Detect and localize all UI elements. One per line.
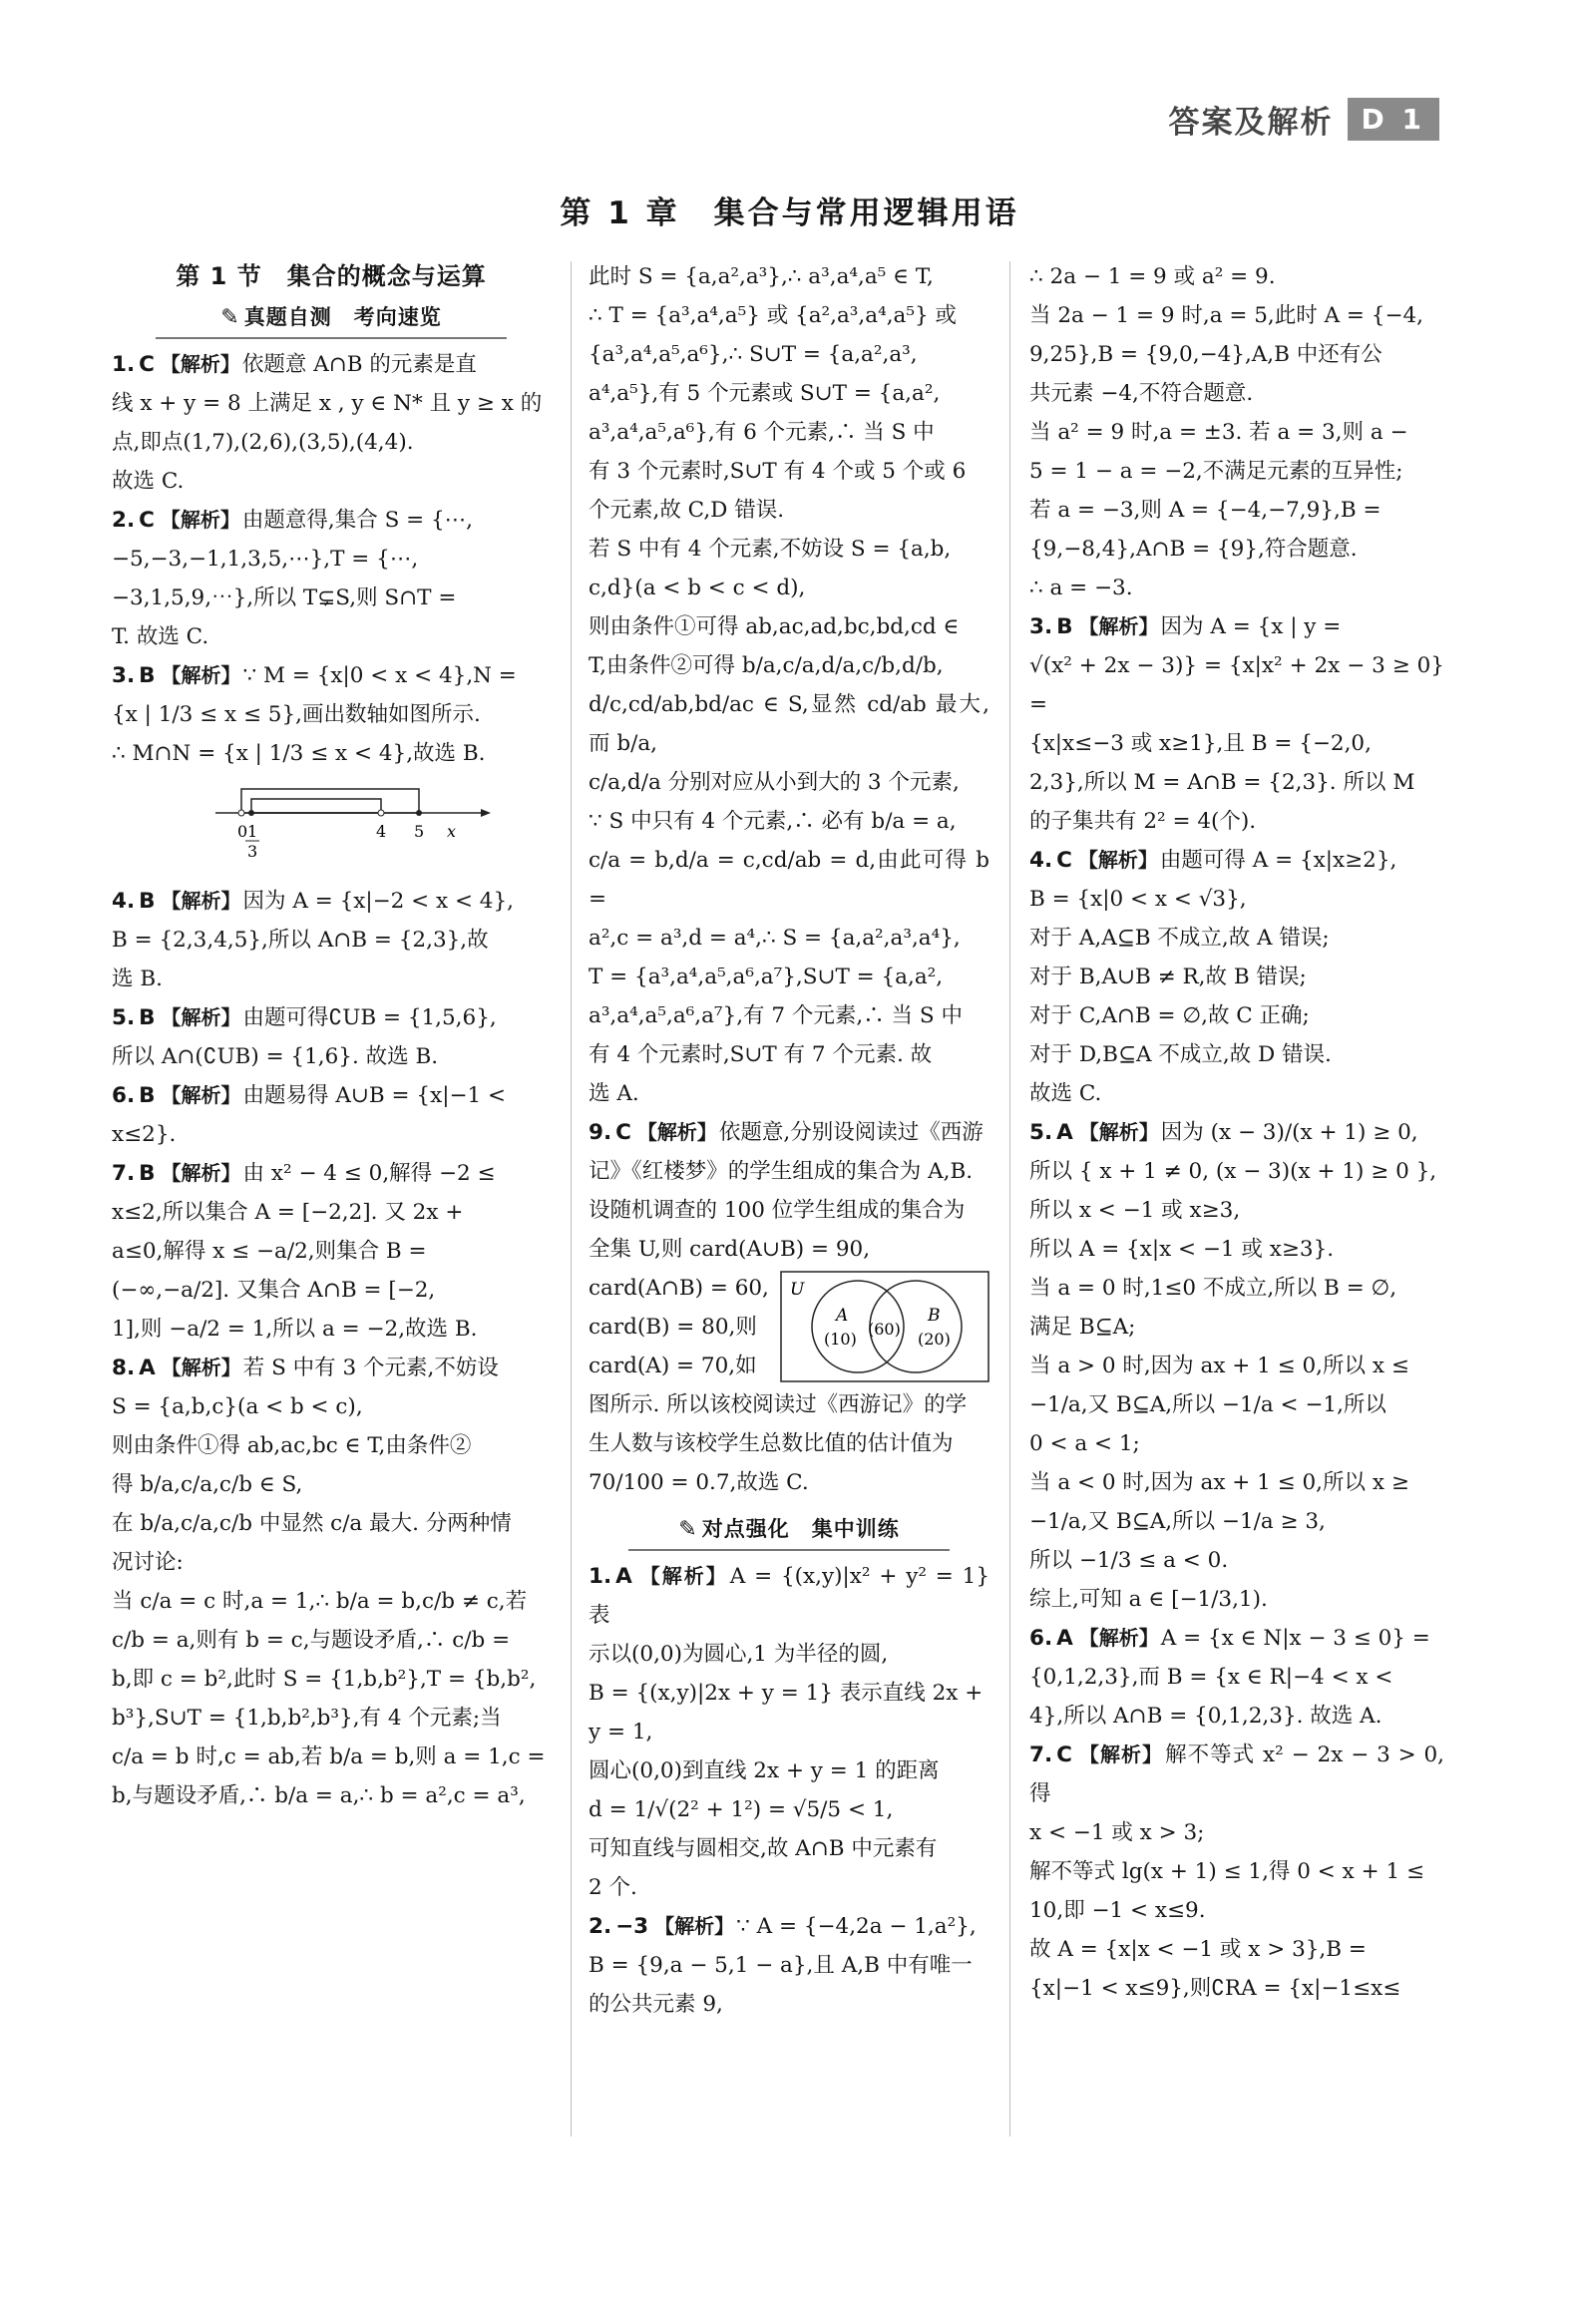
text-line: card(A∩B) = 60, bbox=[589, 1276, 769, 1301]
venn-both: (60) bbox=[868, 1320, 901, 1339]
item-number: 6. bbox=[1029, 1626, 1053, 1651]
venn-b-only: (20) bbox=[918, 1330, 951, 1349]
analysis-tag: 【解析】 bbox=[161, 1356, 241, 1379]
text-line: {x|−1 < x≤9},则∁RA = {x|−1≤x≤ bbox=[1029, 1976, 1401, 2001]
text-line: 得 b/a,c/a,c/b ∈ S, bbox=[112, 1472, 303, 1497]
tick-label-4: 4 bbox=[376, 822, 387, 841]
open-dot bbox=[378, 810, 384, 816]
text-line: 依题意,分别设阅读过《西游 bbox=[718, 1120, 984, 1145]
text-line: {9,−8,4},A∩B = {9},符合题意. bbox=[1029, 537, 1358, 562]
text-line: a⁴,a⁵},有 5 个元素或 S∪T = {a,a², bbox=[589, 381, 941, 406]
text-line: 由 x² − 4 ≤ 0,解得 −2 ≤ bbox=[242, 1161, 496, 1186]
text-line: 当 a = 0 时,1≤0 不成立,所以 B = ∅, bbox=[1029, 1276, 1397, 1301]
text-line: A = {x ∈ N|x − 3 ≤ 0} = bbox=[1160, 1626, 1430, 1651]
pen-icon: ✎ bbox=[220, 305, 240, 330]
item-number: 6. bbox=[112, 1083, 136, 1108]
item-number: 2. bbox=[589, 1914, 612, 1939]
analysis-tag: 【解析】 bbox=[161, 889, 241, 913]
closed-dot bbox=[416, 810, 422, 816]
closed-dot bbox=[248, 810, 254, 816]
practice-item-2-continued bbox=[1029, 257, 1444, 607]
item-number: 8. bbox=[112, 1356, 136, 1380]
analysis-tag: 【解析】 bbox=[1078, 1626, 1159, 1650]
analysis-tag: 【解析】 bbox=[637, 1564, 728, 1588]
text-line: {x | 1/3 ≤ x ≤ 5},画出数轴如图所示. bbox=[112, 702, 481, 727]
analysis-tag: 【解析】 bbox=[1077, 1743, 1164, 1766]
text-line: c/a,d/a 分别对应从小到大的 3 个元素, bbox=[589, 770, 960, 795]
number-line-figure bbox=[112, 779, 551, 874]
text-line: 由题可得 A = {x|x≥2}, bbox=[1159, 848, 1397, 873]
practice-item-7 bbox=[1029, 1736, 1444, 2008]
practice-item-5 bbox=[1029, 1113, 1444, 1619]
text-line: ∵ S 中只有 4 个元素,∴ 必有 b/a = a, bbox=[589, 809, 957, 834]
chapter-title: 第 1 章 集合与常用逻辑用语 bbox=[560, 195, 1019, 231]
analysis-tag: 【解析】 bbox=[161, 1005, 241, 1029]
text-line: 圆心(0,0)到直线 2x + y = 1 的距离 bbox=[589, 1758, 940, 1783]
text-line: 2 个. bbox=[589, 1875, 637, 1900]
venn-label-b: B bbox=[928, 1306, 941, 1326]
answer-choice: A bbox=[1056, 1120, 1073, 1145]
text-line: B = {x|0 < x < √3}, bbox=[1029, 887, 1247, 912]
text-line: 当 a > 0 时,因为 ax + 1 ≤ 0,所以 x ≤ bbox=[1029, 1354, 1409, 1378]
text-line: 4},所以 A∩B = {0,1,2,3}. 故选 A. bbox=[1029, 1704, 1382, 1729]
text-line: x < −1 或 x > 3; bbox=[1029, 1820, 1205, 1845]
column-left bbox=[112, 257, 551, 2152]
text-line: card(A) = 70,如 bbox=[589, 1354, 757, 1378]
open-dot bbox=[238, 810, 244, 816]
answer-choice: B bbox=[139, 1161, 156, 1186]
text-line: 由题意得,集合 S = {⋯, bbox=[241, 508, 474, 533]
text-line: 所以 A = {x|x < −1 或 x≥3}. bbox=[1029, 1237, 1335, 1262]
set-m-bracket bbox=[251, 799, 381, 813]
text-line: 10,即 −1 < x≤9. bbox=[1029, 1898, 1206, 1923]
text-line: card(B) = 80,则 bbox=[589, 1315, 757, 1340]
answer-item-6 bbox=[112, 1076, 551, 1154]
answer-item-9 bbox=[589, 1113, 989, 1502]
answer-choice: C bbox=[1056, 1743, 1072, 1767]
text-line: 记》《红楼梦》的学生组成的集合为 A,B. bbox=[589, 1159, 974, 1184]
venn-label-u: U bbox=[790, 1280, 805, 1300]
page-badge: D 1 bbox=[1348, 98, 1439, 141]
text-line: B = {(x,y)|2x + y = 1} 表示直线 2x + bbox=[589, 1681, 984, 1706]
text-line: 依题意 A∩B 的元素是直 bbox=[241, 352, 477, 377]
text-line: 设随机调查的 100 位学生组成的集合为 bbox=[589, 1198, 966, 1223]
text-line: 有 3 个元素时,S∪T 有 4 个或 5 个或 6 bbox=[589, 459, 967, 484]
answer-choice: B bbox=[139, 1083, 156, 1108]
practice-item-4 bbox=[1029, 841, 1444, 1113]
banner-label: 真题自测 考向速览 bbox=[243, 305, 442, 329]
text-line: 70/100 = 0.7,故选 C. bbox=[589, 1470, 809, 1495]
tick-label-1: 1 bbox=[247, 822, 258, 841]
analysis-tag: 【解析】 bbox=[654, 1914, 735, 1938]
text-line: d/c,cd/ab,bd/ac ∈ S,显然 cd/ab 最大,而 b/a, bbox=[589, 692, 989, 756]
text-line: ∴ 2a − 1 = 9 或 a² = 9. bbox=[1029, 264, 1276, 289]
text-line: 故选 C. bbox=[1029, 1081, 1102, 1106]
text-line: c/a = b,d/a = c,cd/ab = d,由此可得 b = bbox=[589, 848, 989, 912]
analysis-tag: 【解析】 bbox=[1078, 614, 1159, 638]
text-line: 的子集共有 2² = 4(个). bbox=[1029, 809, 1257, 834]
analysis-tag: 【解析】 bbox=[160, 352, 240, 376]
tick-label-0: 0 bbox=[237, 822, 248, 841]
text-line: d = 1/√(2² + 1²) = √5/5 < 1, bbox=[589, 1797, 894, 1822]
banner-label: 对点强化 集中训练 bbox=[701, 1517, 900, 1541]
text-line: 因为 A = {x|−2 < x < 4}, bbox=[242, 889, 515, 914]
text-line: 由题可得∁UB = {1,5,6}, bbox=[242, 1005, 497, 1030]
text-line: B = {2,3,4,5},所以 A∩B = {2,3},故 bbox=[112, 928, 489, 953]
text-line: 有 4 个元素时,S∪T 有 7 个元素. 故 bbox=[589, 1042, 933, 1067]
text-line: S = {a,b,c}(a < b < c), bbox=[112, 1394, 363, 1419]
answer-item-7 bbox=[112, 1154, 551, 1349]
text-line: −5,−3,−1,1,3,5,⋯},T = {⋯, bbox=[112, 547, 419, 572]
item-number: 4. bbox=[1029, 848, 1053, 873]
practice-item-1 bbox=[589, 1557, 989, 1907]
analysis-tag: 【解析】 bbox=[161, 1083, 241, 1107]
text-line: 所以 −1/3 ≤ a < 0. bbox=[1029, 1548, 1229, 1573]
text-line: 在 b/a,c/a,c/b 中显然 c/a 最大. 分两种情 bbox=[112, 1511, 512, 1536]
item-number: 5. bbox=[112, 1005, 136, 1030]
text-line: 可知直线与圆相交,故 A∩B 中元素有 bbox=[589, 1836, 938, 1861]
text-line: T,由条件②可得 b/a,c/a,d/a,c/b,d/b, bbox=[589, 653, 944, 678]
text-line: ∵ M = {x|0 < x < 4},N = bbox=[242, 663, 517, 688]
text-line: 0 < a < 1; bbox=[1029, 1431, 1140, 1456]
text-line: 1],则 −a/2 = 1,所以 a = −2,故选 B. bbox=[112, 1317, 478, 1342]
text-line: 的公共元素 9, bbox=[589, 1992, 723, 2017]
venn-a-only: (10) bbox=[824, 1330, 857, 1349]
item-number: 2. bbox=[112, 508, 136, 533]
answer-choice: A bbox=[615, 1564, 632, 1589]
item-number: 7. bbox=[1029, 1743, 1053, 1767]
answer-choice: A bbox=[139, 1356, 156, 1380]
text-line: a²,c = a³,d = a⁴,∴ S = {a,a²,a³,a⁴}, bbox=[589, 926, 961, 951]
axis-variable: x bbox=[447, 822, 457, 841]
text-line: 若 S 中有 4 个元素,不妨设 S = {a,b, bbox=[589, 537, 952, 562]
answer-choice: C bbox=[139, 508, 155, 533]
text-line: 满足 B⊆A; bbox=[1029, 1315, 1136, 1340]
text-line: a≤0,解得 x ≤ −a/2,则集合 B = bbox=[112, 1239, 427, 1264]
text-line: 9,25},B = {9,0,−4},A,B 中还有公 bbox=[1029, 342, 1382, 367]
text-line: T. 故选 C. bbox=[112, 624, 209, 649]
arrow-icon bbox=[481, 809, 491, 817]
section-banner bbox=[628, 1510, 950, 1551]
text-line: 当 a² = 9 时,a = ±3. 若 a = 3,则 a − bbox=[1029, 420, 1408, 445]
text-line: 线 x + y = 8 上满足 x , y ∈ N* 且 y ≥ x 的 bbox=[112, 391, 543, 416]
answer-item-2 bbox=[112, 501, 551, 656]
text-line: 个元素,故 C,D 错误. bbox=[589, 498, 785, 523]
page-header bbox=[1169, 92, 1439, 146]
text-line: 生人数与该校学生总数比值的估计值为 bbox=[589, 1431, 954, 1456]
text-line: −1/a,又 B⊆A,所以 −1/a < −1,所以 bbox=[1029, 1392, 1386, 1417]
text-line: 故选 C. bbox=[112, 469, 185, 494]
item-number: 3. bbox=[112, 663, 136, 688]
answer-choice: C bbox=[1056, 848, 1072, 873]
text-line: −3,1,5,9,⋯},所以 T⊊S,则 S∩T = bbox=[112, 585, 457, 610]
text-line: ∴ a = −3. bbox=[1029, 576, 1133, 600]
set-n-bracket bbox=[241, 789, 419, 813]
text-line: 示以(0,0)为圆心,1 为半径的圆, bbox=[589, 1642, 889, 1667]
text-line: {a³,a⁴,a⁵,a⁶},∴ S∪T = {a,a²,a³, bbox=[589, 342, 918, 367]
text-line: c,d}(a < b < c < d), bbox=[589, 576, 806, 600]
text-line: x≤2,所以集合 A = [−2,2]. 又 2x + bbox=[112, 1200, 464, 1225]
item-number: 3. bbox=[1029, 614, 1053, 639]
text-line: c/a = b 时,c = ab,若 b/a = b,则 a = 1,c = bbox=[112, 1744, 546, 1769]
text-line: 当 c/a = c 时,a = 1,∴ b/a = b,c/b ≠ c,若 bbox=[112, 1589, 528, 1614]
text-line: 选 A. bbox=[589, 1081, 639, 1106]
text-line: 由题易得 A∪B = {x|−1 < bbox=[242, 1083, 506, 1108]
practice-item-2 bbox=[589, 1907, 989, 2024]
tick-label-5: 5 bbox=[414, 822, 425, 841]
answer-choice: B bbox=[139, 889, 156, 914]
text-line: 解不等式 lg(x + 1) ≤ 1,得 0 < x + 1 ≤ bbox=[1029, 1859, 1424, 1884]
text-line: 对于 C,A∩B = ∅,故 C 正确; bbox=[1029, 1003, 1310, 1028]
text-line: 2,3},所以 M = A∩B = {2,3}. 所以 M bbox=[1029, 770, 1415, 795]
text-line: 则由条件①得 ab,ac,bc ∈ T,由条件② bbox=[112, 1433, 472, 1458]
column-right bbox=[1029, 257, 1444, 2152]
text-line: y = 1, bbox=[589, 1720, 653, 1744]
text-line: 所以 { x + 1 ≠ 0, (x − 3)(x + 1) ≥ 0 }, bbox=[1029, 1159, 1437, 1184]
item-number: 7. bbox=[112, 1161, 136, 1186]
text-line: 因为 (x − 3)/(x + 1) ≥ 0, bbox=[1160, 1120, 1418, 1145]
text-line: b³},S∪T = {1,b,b²,b³},有 4 个元素;当 bbox=[112, 1706, 502, 1731]
text-line: ∴ M∩N = {x | 1/3 ≤ x < 4},故选 B. bbox=[112, 741, 486, 766]
text-line: ∴ T = {a³,a⁴,a⁵} 或 {a²,a³,a⁴,a⁵} 或 bbox=[589, 303, 957, 328]
text-line: 况讨论: bbox=[112, 1550, 184, 1575]
text-line: c/b = a,则有 b = c,与题设矛盾,∴ c/b = bbox=[112, 1628, 511, 1653]
analysis-tag: 【解析】 bbox=[160, 508, 240, 532]
item-number: 5. bbox=[1029, 1120, 1053, 1145]
text-line: ∵ A = {−4,2a − 1,a²}, bbox=[736, 1914, 977, 1939]
item-number: 1. bbox=[589, 1564, 612, 1589]
text-line: −1/a,又 B⊆A,所以 −1/a ≥ 3, bbox=[1029, 1509, 1326, 1534]
text-line: {x|x≤−3 或 x≥1},且 B = {−2,0, bbox=[1029, 731, 1372, 756]
text-line: 解不等式 x² − 2x − 3 > 0,得 bbox=[1029, 1743, 1445, 1806]
text-line: 对于 B,A∪B ≠ R,故 B 错误; bbox=[1029, 965, 1307, 989]
text-line: 点,即点(1,7),(2,6),(3,5),(4,4). bbox=[112, 430, 414, 455]
column-divider bbox=[571, 261, 572, 2136]
text-line: (−∞,−a/2]. 又集合 A∩B = [−2, bbox=[112, 1278, 436, 1303]
answer-choice: B bbox=[139, 663, 156, 688]
item-number: 4. bbox=[112, 889, 136, 914]
analysis-tag: 【解析】 bbox=[1078, 1120, 1159, 1144]
column-middle bbox=[589, 257, 989, 2152]
section-banner bbox=[156, 298, 507, 339]
analysis-tag: 【解析】 bbox=[161, 1161, 241, 1185]
text-line: b,即 c = b²,此时 S = {1,b,b²},T = {b,b², bbox=[112, 1667, 537, 1692]
answer-choice: B bbox=[1056, 614, 1073, 639]
text-line: 故 A = {x|x < −1 或 x > 3},B = bbox=[1029, 1937, 1367, 1962]
text-line: √(x² + 2x − 3)} = {x|x² + 2x − 3 ≥ 0} = bbox=[1029, 653, 1444, 717]
text-line: a³,a⁴,a⁵,a⁶,a⁷},有 7 个元素,∴ 当 S 中 bbox=[589, 1003, 963, 1028]
text-line: 若 a = −3,则 A = {−4,−7,9},B = bbox=[1029, 498, 1382, 523]
text-line: 当 a < 0 时,因为 ax + 1 ≤ 0,所以 x ≥ bbox=[1029, 1470, 1409, 1495]
section-title: 第 1 节 集合的概念与运算 bbox=[176, 262, 487, 290]
answer-choice: C bbox=[139, 352, 155, 377]
text-line: x≤2}. bbox=[112, 1122, 177, 1147]
text-line: 图所示. 所以该校阅读过《西游记》的学 bbox=[589, 1392, 968, 1417]
item-number: 1. bbox=[112, 352, 136, 377]
analysis-tag: 【解析】 bbox=[636, 1120, 717, 1144]
text-line: a³,a⁴,a⁵,a⁶},有 6 个元素,∴ 当 S 中 bbox=[589, 420, 935, 445]
answer-item-4 bbox=[112, 882, 551, 998]
answer-item-5 bbox=[112, 998, 551, 1076]
analysis-tag: 【解析】 bbox=[161, 663, 241, 687]
text-line: 所以 A∩(∁UB) = {1,6}. 故选 B. bbox=[112, 1044, 439, 1069]
header-title: 答案及解析 bbox=[1168, 104, 1334, 141]
text-line: 综上,可知 a ∈ [−1/3,1). bbox=[1029, 1587, 1268, 1612]
answer-item-8-continued bbox=[589, 257, 989, 1113]
answer-item-8 bbox=[112, 1349, 551, 1815]
answer-choice: B bbox=[139, 1005, 156, 1030]
practice-item-3 bbox=[1029, 607, 1444, 841]
text-line: 若 S 中有 3 个元素,不妨设 bbox=[242, 1356, 499, 1380]
text-line: 因为 A = {x | y = bbox=[1160, 614, 1342, 639]
text-line: 选 B. bbox=[112, 967, 163, 991]
text-line: 全集 U,则 card(A∪B) = 90, bbox=[589, 1237, 871, 1262]
item-number: 9. bbox=[589, 1120, 612, 1145]
text-line: 此时 S = {a,a²,a³},∴ a³,a⁴,a⁵ ∈ T, bbox=[589, 264, 934, 289]
venn-label-a: A bbox=[836, 1306, 849, 1326]
text-line: 对于 A,A⊆B 不成立,故 A 错误; bbox=[1029, 926, 1330, 951]
column-divider bbox=[1009, 261, 1010, 2136]
text-line: B = {9,a − 5,1 − a},且 A,B 中有唯一 bbox=[589, 1953, 973, 1978]
answer-choice: C bbox=[615, 1120, 631, 1145]
text-line: T = {a³,a⁴,a⁵,a⁶,a⁷},S∪T = {a,a², bbox=[589, 965, 944, 989]
tick-label-3: 3 bbox=[247, 842, 258, 861]
answer-choice: −3 bbox=[615, 1914, 649, 1939]
answer-choice: A bbox=[1056, 1626, 1073, 1651]
pen-icon: ✎ bbox=[678, 1517, 698, 1542]
practice-item-6 bbox=[1029, 1619, 1444, 1736]
text-line: 则由条件①可得 ab,ac,ad,bc,bd,cd ∈ bbox=[589, 614, 960, 639]
answer-item-3 bbox=[112, 656, 551, 773]
analysis-tag: 【解析】 bbox=[1077, 848, 1158, 872]
text-line: 所以 x < −1 或 x≥3, bbox=[1029, 1198, 1241, 1223]
text-line: 对于 D,B⊆A 不成立,故 D 错误. bbox=[1029, 1042, 1332, 1067]
text-line: 共元素 −4,不符合题意. bbox=[1029, 381, 1254, 406]
text-line: 5 = 1 − a = −2,不满足元素的互异性; bbox=[1029, 459, 1403, 484]
text-line: {0,1,2,3},而 B = {x ∈ R|−4 < x < bbox=[1029, 1665, 1393, 1690]
text-line: A = {(x,y)|x² + y² = 1} 表 bbox=[589, 1564, 990, 1628]
text-line: 当 2a − 1 = 9 时,a = 5,此时 A = {−4, bbox=[1029, 303, 1423, 328]
text-line: b,与题设矛盾,∴ b/a = a,∴ b = a²,c = a³, bbox=[112, 1783, 526, 1808]
venn-diagram bbox=[780, 1271, 989, 1382]
answer-item-1 bbox=[112, 345, 551, 501]
